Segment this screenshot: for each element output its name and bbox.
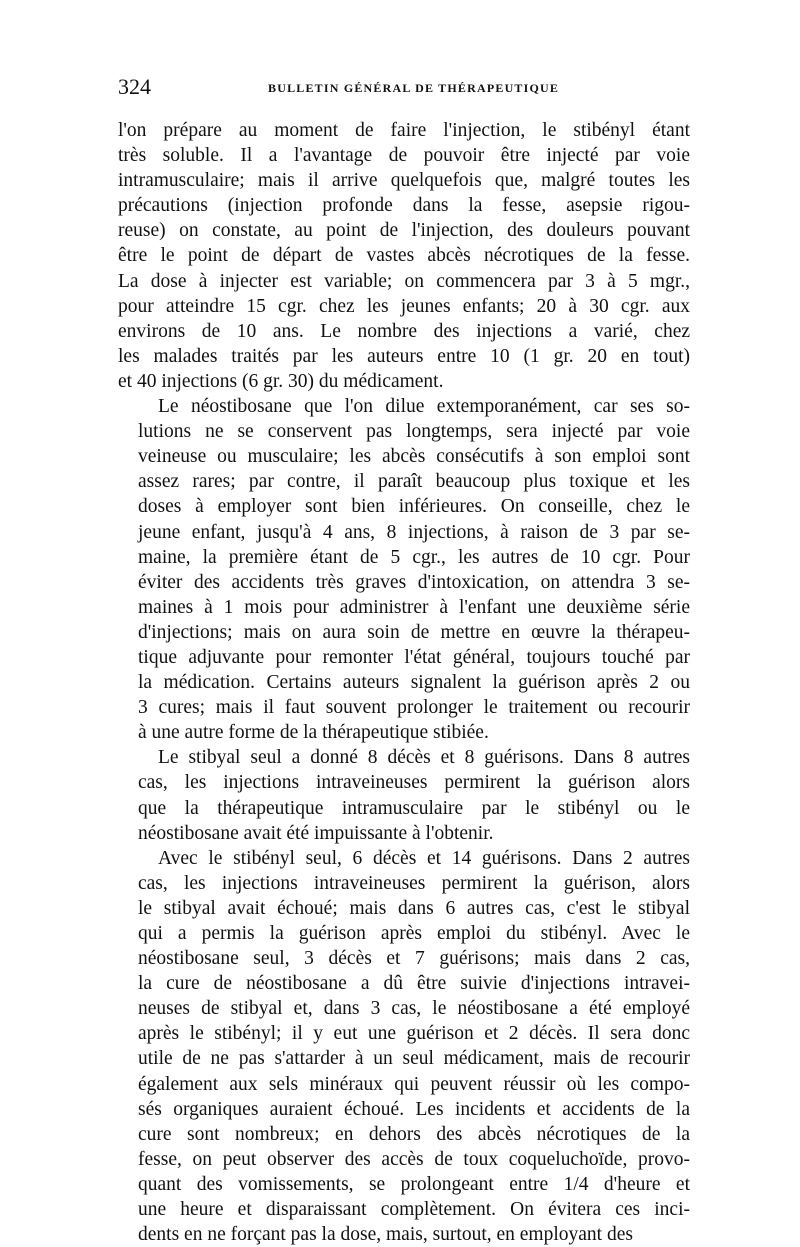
text-line: maines à 1 mois pour administrer à l'enfant une deuxième série — [138, 596, 690, 618]
text-line: cas, les injections intraveineuses permirent la guérison, alors — [138, 872, 690, 894]
text-line: reuse) on constate, au point de l'injection, des douleurs pouvant — [118, 220, 690, 242]
text-line: d'injections; mais on aura soin de mettre en œuvre la thérapeu- — [138, 621, 690, 643]
text-line: doses à employer sont bien inférieures. On conseille, chez le — [138, 496, 690, 518]
text-line: assez rares; par contre, il paraît beaucoup plus toxique et les — [138, 471, 690, 493]
text-line: cas, les injections intraveineuses permirent la guérison alors — [138, 772, 690, 794]
paragraph — [118, 846, 690, 1247]
text-line: la cure de néostibosane a dû être suivie d'injections intravei- — [138, 973, 690, 995]
text-line: La dose à injecter est variable; on commencera par 3 à 5 mgr., — [118, 270, 690, 292]
paragraph — [118, 745, 690, 845]
text-line: veineuse ou musculaire; les abcès consécutifs à son emploi sont — [138, 446, 690, 468]
text-line: très soluble. Il a l'avantage de pouvoir être injecté par voie — [118, 145, 690, 167]
text-line: Le néostibosane que l'on dilue extemporanément, car ses so- — [158, 396, 690, 418]
text-line: cure sont nombreux; en dehors des abcès nécrotiques de la — [138, 1123, 690, 1145]
text-line: précautions (injection profonde dans la fesse, asepsie rigou- — [118, 195, 690, 217]
running-head: BULLETIN GÉNÉRAL DE THÉRAPEUTIQUE — [268, 81, 560, 95]
text-line: être le point de départ de vastes abcès nécrotiques de la fesse. — [118, 245, 690, 267]
text-line: neuses de stibyal et, dans 3 cas, le néostibosane a été employé — [138, 998, 690, 1020]
text-line: également aux sels minéraux qui peuvent réussir où les compo- — [138, 1073, 690, 1095]
text-line: pour atteindre 15 cgr. chez les jeunes enfants; 20 à 30 cgr. aux — [118, 295, 690, 317]
text-line: maine, la première étant de 5 cgr., les autres de 10 cgr. Pour — [138, 546, 690, 568]
text-line: 3 cures; mais il faut souvent prolonger le traitement ou recourir — [138, 697, 690, 719]
text-line: utile de ne pas s'attarder à un seul médicament, mais de recourir — [138, 1048, 690, 1070]
paragraph — [118, 394, 690, 745]
paragraph — [118, 118, 690, 394]
text-line: environs de 10 ans. Le nombre des injections a varié, chez — [118, 320, 690, 342]
text-line: après le stibényl; il y eut une guérison et 2 décès. Il sera donc — [138, 1023, 690, 1045]
text-line: sés organiques auraient échoué. Les incidents et accidents de la — [138, 1098, 690, 1120]
text-line: le stibyal avait échoué; mais dans 6 autres cas, c'est le stibyal — [138, 897, 690, 919]
page-header — [118, 74, 688, 104]
text-line: néostibosane avait été impuissante à l'obtenir. — [138, 822, 494, 844]
text-line: et 40 injections (6 gr. 30) du médicament. — [118, 370, 444, 392]
text-line: une heure et disparaissant complètement. On évitera ces inci- — [138, 1199, 690, 1221]
text-line: à une autre forme de la thérapeutique stibiée. — [138, 722, 489, 744]
page-number: 324 — [118, 74, 151, 99]
text-line: Le stibyal seul a donné 8 décès et 8 guérisons. Dans 8 autres — [158, 747, 690, 769]
text-line: lutions ne se conservent pas longtemps, sera injecté par voie — [138, 421, 690, 443]
text-line: fesse, on peut observer des accès de toux coqueluchoïde, provo- — [138, 1148, 690, 1170]
text-line: les malades traités par les auteurs entre 10 (1 gr. 20 en tout) — [118, 345, 690, 367]
body-text — [118, 118, 690, 1247]
text-line: Avec le stibényl seul, 6 décès et 14 guérisons. Dans 2 autres — [158, 847, 690, 869]
text-line: néostibosane seul, 3 décès et 7 guérisons; mais dans 2 cas, — [138, 948, 690, 970]
text-line: intramusculaire; mais il arrive quelquefois que, malgré toutes les — [118, 170, 690, 192]
text-line: éviter des accidents très graves d'intoxication, on attendra 3 se- — [138, 571, 690, 593]
text-line: tique adjuvante pour remonter l'état général, toujours touché par — [138, 646, 690, 668]
text-line: quant des vomissements, se prolongeant entre 1/4 d'heure et — [138, 1173, 690, 1195]
text-line: qui a permis la guérison après emploi du stibényl. Avec le — [138, 923, 690, 944]
text-line: la médication. Certains auteurs signalent la guérison après 2 ou — [138, 672, 690, 694]
text-line: que la thérapeutique intramusculaire par le stibényl ou le — [138, 797, 690, 819]
text-line: l'on prépare au moment de faire l'injection, le stibényl étant — [118, 120, 690, 141]
text-line: jeune enfant, jusqu'à 4 ans, 8 injections, à raison de 3 par se- — [138, 521, 690, 543]
text-line: dents en ne forçant pas la dose, mais, surtout, en employant des — [138, 1224, 633, 1246]
